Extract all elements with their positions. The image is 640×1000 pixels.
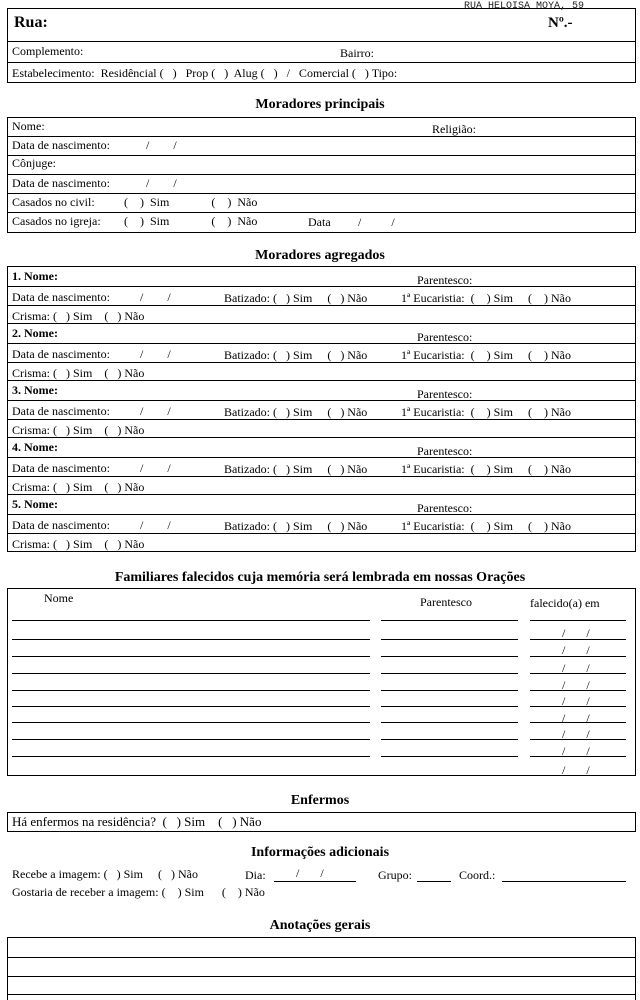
agregado-date-slashes: / / xyxy=(140,347,171,361)
write-line[interactable] xyxy=(530,620,626,621)
agregado-crisma[interactable]: Crisma: ( ) Sim ( ) Não xyxy=(12,423,145,437)
write-line[interactable] xyxy=(12,706,370,707)
nascimento-field[interactable]: Data de nascimento: xyxy=(12,138,110,152)
write-line[interactable] xyxy=(12,690,370,691)
divider xyxy=(8,419,635,420)
nascimento2-field[interactable]: Data de nascimento: xyxy=(12,176,110,190)
divider xyxy=(8,362,635,363)
write-line[interactable] xyxy=(12,722,370,723)
write-line[interactable] xyxy=(12,620,370,621)
divider xyxy=(8,286,635,287)
falecido-date-slashes: / / xyxy=(562,626,590,640)
rua-label: Rua: xyxy=(14,14,48,31)
agregado-nome[interactable]: 2. Nome: xyxy=(12,326,58,340)
agregado-date-slashes: / / xyxy=(140,518,171,532)
agregado-eucaristia[interactable]: 1ª Eucaristia: ( ) Sim ( ) Não xyxy=(401,462,571,476)
agregado-batizado[interactable]: Batizado: ( ) Sim ( ) Não xyxy=(224,348,368,362)
divider xyxy=(8,193,635,194)
agregado-batizado[interactable]: Batizado: ( ) Sim ( ) Não xyxy=(224,405,368,419)
agregado-nascimento[interactable]: Data de nascimento: xyxy=(12,461,110,475)
divider xyxy=(8,957,635,958)
agregado-nascimento[interactable]: Data de nascimento: xyxy=(12,347,110,361)
agregado-date-slashes: / / xyxy=(140,461,171,475)
coord-underline[interactable] xyxy=(502,881,626,882)
dia-underline xyxy=(274,881,356,882)
falecido-date-slashes: / / xyxy=(562,744,590,758)
falecidos-table xyxy=(7,588,636,776)
write-line[interactable] xyxy=(381,756,518,757)
section-title-falecidos: Familiares falecidos cuja memória será lembrada em nossas Orações xyxy=(114,570,526,585)
divider xyxy=(8,400,635,401)
date-slashes: / / xyxy=(146,138,177,152)
agregado-eucaristia[interactable]: 1ª Eucaristia: ( ) Sim ( ) Não xyxy=(401,519,571,533)
recebe-imagem[interactable]: Recebe a imagem: ( ) Sim ( ) Não xyxy=(12,867,198,881)
write-line[interactable] xyxy=(12,639,370,640)
complemento-field[interactable]: Complemento: xyxy=(12,44,84,58)
enfermos-question[interactable]: Há enfermos na residência? ( ) Sim ( ) Não xyxy=(12,814,262,829)
write-line[interactable] xyxy=(381,673,518,674)
divider xyxy=(8,976,635,977)
casados-igreja-options[interactable]: ( ) Sim ( ) Não xyxy=(124,214,258,228)
dia-slashes[interactable]: / / xyxy=(296,866,324,880)
agregado-nascimento[interactable]: Data de nascimento: xyxy=(12,290,110,304)
agregado-crisma[interactable]: Crisma: ( ) Sim ( ) Não xyxy=(12,366,145,380)
falecido-date-slashes: / / xyxy=(562,643,590,657)
divider xyxy=(8,533,635,534)
handwritten-address: RUA HELOISA MOYA, 59 xyxy=(464,1,585,12)
section-title-anotacoes: Anotações gerais xyxy=(269,918,371,933)
agregado-crisma[interactable]: Crisma: ( ) Sim ( ) Não xyxy=(12,537,145,551)
col-header-falecido: falecido(a) em xyxy=(530,596,600,610)
nome-field[interactable]: Nome: xyxy=(12,119,45,133)
write-line[interactable] xyxy=(381,639,518,640)
section-title-moradores-principais: Moradores principais xyxy=(255,97,385,112)
agregado-parentesco[interactable]: Parentesco: xyxy=(417,387,473,401)
casados-civil-label: Casados no civil: xyxy=(12,195,95,209)
agregado-nome[interactable]: 4. Nome: xyxy=(12,440,58,454)
divider xyxy=(8,514,635,515)
agregado-parentesco[interactable]: Parentesco: xyxy=(417,444,473,458)
agregado-nome[interactable]: 1. Nome: xyxy=(12,269,58,283)
casados-civil-options[interactable]: ( ) Sim ( ) Não xyxy=(124,195,258,209)
write-line[interactable] xyxy=(12,756,370,757)
falecido-date-slashes: / / xyxy=(562,661,590,675)
col-header-nome: Nome xyxy=(44,591,74,605)
estabelecimento-field[interactable]: Estabelecimento: Residêncial ( ) Prop ( ) Alug ( ) / Comercial ( ) Tipo: xyxy=(12,66,398,80)
write-line[interactable] xyxy=(381,656,518,657)
agregado-crisma[interactable]: Crisma: ( ) Sim ( ) Não xyxy=(12,480,145,494)
agregado-nascimento[interactable]: Data de nascimento: xyxy=(12,518,110,532)
write-line[interactable] xyxy=(381,706,518,707)
conjuge-field[interactable]: Cônjuge: xyxy=(12,156,56,170)
agregado-nome[interactable]: 3. Nome: xyxy=(12,383,58,397)
falecido-date-slashes: / / xyxy=(562,727,590,741)
write-line[interactable] xyxy=(381,620,518,621)
bairro-field[interactable]: Bairro: xyxy=(340,46,374,60)
religiao-field[interactable]: Religião: xyxy=(432,122,476,136)
falecido-date-slashes: / / xyxy=(562,694,590,708)
divider xyxy=(8,41,635,42)
agregado-eucaristia[interactable]: 1ª Eucaristia: ( ) Sim ( ) Não xyxy=(401,291,571,305)
agregado-parentesco[interactable]: Parentesco: xyxy=(417,330,473,344)
divider xyxy=(8,212,635,213)
falecido-date-slashes: / / xyxy=(562,711,590,725)
agregado-eucaristia[interactable]: 1ª Eucaristia: ( ) Sim ( ) Não xyxy=(401,348,571,362)
agregado-date-slashes: / / xyxy=(140,290,171,304)
divider xyxy=(8,305,635,306)
agregado-date-slashes: / / xyxy=(140,404,171,418)
coord-label: Coord.: xyxy=(459,868,496,882)
agregado-nome[interactable]: 5. Nome: xyxy=(12,497,58,511)
agregado-crisma[interactable]: Crisma: ( ) Sim ( ) Não xyxy=(12,309,145,323)
numero-label: Nº.- xyxy=(548,15,573,31)
date-slashes: / / xyxy=(146,176,177,190)
divider xyxy=(8,155,635,156)
anotacoes-box[interactable] xyxy=(7,937,636,1000)
divider xyxy=(8,994,635,995)
agregado-batizado[interactable]: Batizado: ( ) Sim ( ) Não xyxy=(224,291,368,305)
divider xyxy=(8,136,635,137)
agregado-eucaristia[interactable]: 1ª Eucaristia: ( ) Sim ( ) Não xyxy=(401,405,571,419)
grupo-label: Grupo: xyxy=(378,868,412,882)
write-line[interactable] xyxy=(381,690,518,691)
divider xyxy=(8,174,635,175)
data-casamento-slashes[interactable]: / / xyxy=(358,215,395,229)
col-header-parentesco: Parentesco xyxy=(420,595,472,609)
agregado-nascimento[interactable]: Data de nascimento: xyxy=(12,404,110,418)
falecido-date-slashes: / / xyxy=(562,678,590,692)
section-title-informacoes: Informações adicionais xyxy=(250,845,390,860)
section-title-enfermos: Enfermos xyxy=(290,793,350,808)
divider xyxy=(8,343,635,344)
write-line[interactable] xyxy=(381,722,518,723)
write-line[interactable] xyxy=(12,673,370,674)
dia-label: Dia: xyxy=(245,868,266,882)
divider xyxy=(8,62,635,63)
gostaria-imagem[interactable]: Gostaria de receber a imagem: ( ) Sim ( ) Não xyxy=(12,885,265,899)
casados-igreja-label: Casados no igreja: xyxy=(12,214,101,228)
write-line[interactable] xyxy=(12,656,370,657)
write-line[interactable] xyxy=(12,739,370,740)
agregado-batizado[interactable]: Batizado: ( ) Sim ( ) Não xyxy=(224,462,368,476)
divider xyxy=(8,476,635,477)
section-title-moradores-agregados: Moradores agregados xyxy=(255,248,385,263)
grupo-underline[interactable] xyxy=(417,881,451,882)
data-casamento-label: Data xyxy=(308,215,331,229)
agregado-parentesco[interactable]: Parentesco: xyxy=(417,501,473,515)
falecido-date-slashes: / / xyxy=(562,763,590,777)
agregado-parentesco[interactable]: Parentesco: xyxy=(417,273,473,287)
agregado-batizado[interactable]: Batizado: ( ) Sim ( ) Não xyxy=(224,519,368,533)
write-line[interactable] xyxy=(381,739,518,740)
divider xyxy=(8,457,635,458)
